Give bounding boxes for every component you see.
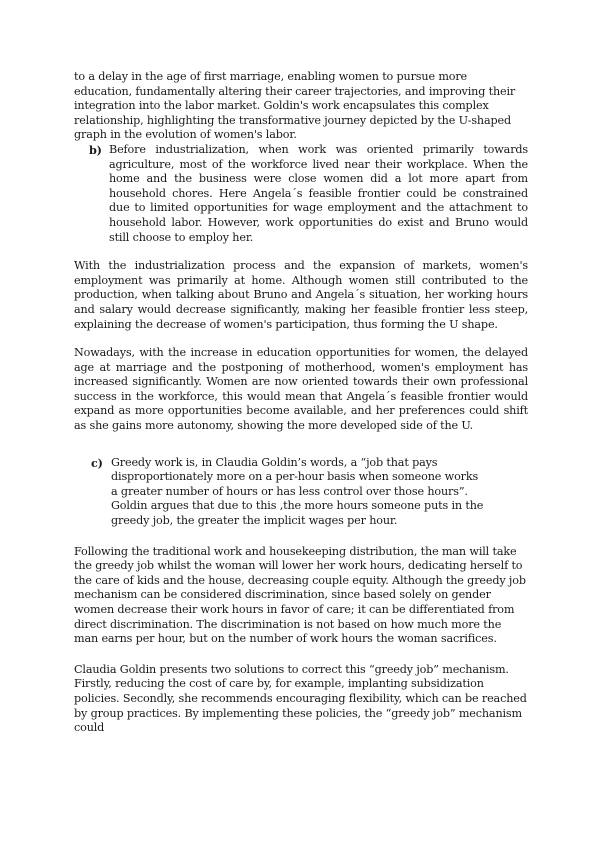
list-marker-b: b) <box>89 142 102 157</box>
list-item-c-text: Greedy work is, in Claudia Goldin’s words, a “job that pays disproportionately more on a per-hour basis when someone works a greater number of hours or has less control over those hours”. Goldin argues that due to this ,the more hours someone puts in the greedy job, the greater the implicit wages per hour. <box>111 455 484 528</box>
paragraph-industrialization: With the industrialization process and the expansion of markets, women's employment was primarily at home. Although women still contributed to the production, when talking about Bruno and Angela´s situation, her working hours and salary would decrease significantly, making her feasible frontier less steep, explaining the decrease of women's participation, thus forming the U shape. <box>74 259 528 331</box>
paragraph-nowadays: Nowadays, with the increase in education opportunities for women, the delayed age at marriage and the postponing of motherhood, women's employment has increased significantly. Women are now oriented towards their own professional success in the workforce, this would mean that Angela´s feasible frontier would expand as more opportunities become available, and her preferences could shift as she gains more autonomy, showing the more developed side of the U. <box>74 346 528 433</box>
paragraph-traditional-distribution: Following the traditional work and housekeeping distribution, the man will take the greedy job whilst the woman will lower her work hours, dedicating herself to the care of kids and the house, decreasing couple equity. Although the greedy job mechanism can be considered discrimination, since based solely on gender women decrease their work hours in favor of care; it can be differentiated from direct discrimination. The discrimination is not based on how much more the man earns per hour, but on the number of work hours the woman sacrifices. <box>74 544 526 646</box>
paragraph-two-solutions: Claudia Goldin presents two solutions to correct this “greedy job” mechanism. Firstly, reducing the cost of care by, for example, implanting subsidization policies. Secondly, she recommends encouraging flexibility, which can be reached by group practices. By implementing these policies, the “greedy job” mechanism could <box>74 662 527 735</box>
list-item-c <box>91 456 488 529</box>
list-marker-c: c) <box>91 455 103 470</box>
list-item-b-text: Before industrialization, when work was oriented primarily towards agriculture, most of the workforce lived near their workplace. When the home and the business were close women did a lot more apart from household chores. Here Angela´s feasible frontier could be constrained due to limited opportunities for wage employment and the attachment to household labor. However, work opportunities do exist and Bruno would still choose to employ her. <box>109 142 528 244</box>
list-item-b <box>89 143 528 245</box>
paragraph-u-shape-intro: to a delay in the age of first marriage, enabling women to pursue more education, fundamentally altering their career trajectories, and improving their integration into the labor market. Goldin's work encapsulates this complex relationship, highlighting the transformative journey depicted by the U-shaped graph in the evolution of women's labor. <box>74 70 516 142</box>
